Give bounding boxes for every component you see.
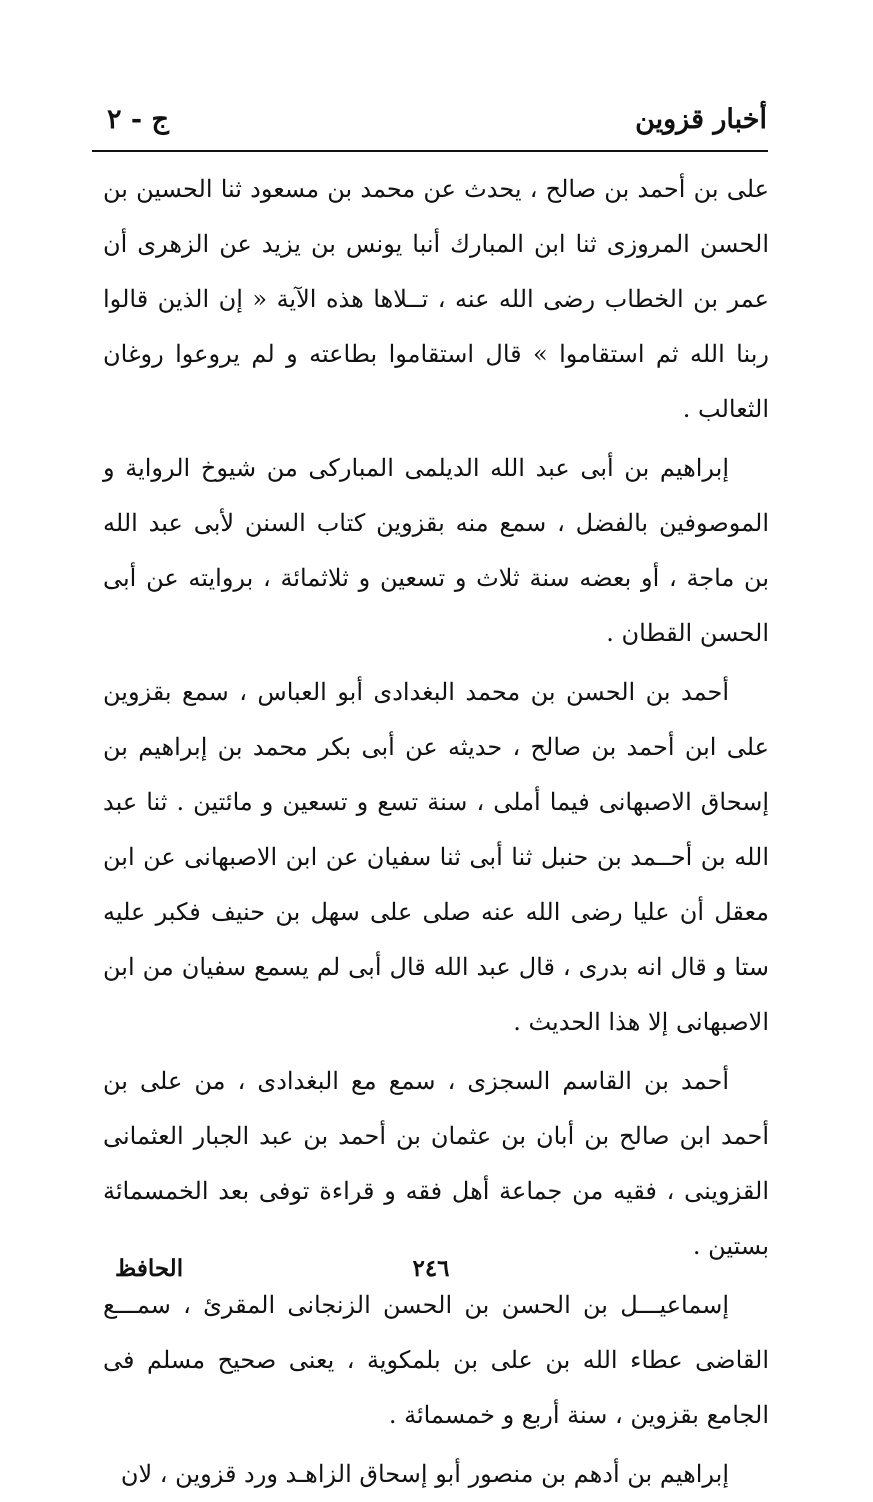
catchword: الحافظ [115,1255,184,1282]
paragraph: إبراهيم بن أدهم بن منصور أبو إسحاق الزاهـد ورد قزوين ، لان [120,1460,729,1488]
paragraph: إبراهيم بن أبى عبد الله الديلمى المباركى من شيوخ الرواية و الموصوفين بالفضل ، سمع منه بقزوين كتاب السنن لأبى عبد الله بن ماجة ، أو بعضه سنة ثلاث و تسعين و ثلاثمائة ، بروايته عن أبى الحسن القطان . [103,454,770,647]
main-text [103,162,769,1502]
paragraph: على بن أحمد بن صالح ، يحدث عن محمد بن مسعود ثنا الحسين بن الحسن المروزى ثنا ابن المبارك أنبا يونس بن يزيد عن الزهرى أن عمر بن الخطاب رضى الله عنه ، تــلاها هذه الآية « إن الذين قالوا ربنا الله ثم استقاموا » قال استقاموا بطاعته و لم يروعوا روغان الثعالب . [103,175,769,423]
running-header [95,98,767,148]
running-title: أخبار قزوين [635,104,767,135]
paragraph: أحمد بن القاسم السجزى ، سمع مع البغدادى ، من على بن أحمد ابن صالح بن أبان بن عثمان بن أحمد بن عبد الجبار العثمانى القزوينى ، فقيه من جماعة أهل فقه و قراءة توفى بعد الخمسمائة بستين . [103,1067,769,1260]
page-footer [95,1255,767,1295]
page-number: ٢٤٦ [412,1255,450,1282]
paragraph: أحمد بن الحسن بن محمد البغدادى أبو العباس ، سمع بقزوين على ابن أحمد بن صالح ، حديثه عن أبى بكر محمد بن إبراهيم بن إسحاق الاصبهانى فيما أملى ، سنة تسع و تسعين و مائتين . ثنا عبد الله بن أحــمد بن حنبل ثنا أبى ثنا سفيان عن ابن الاصبهانى عن ابن معقل أن عليا رضى الله عنه صلى على سهل بن حنيف فكبر عليه ستا و قال انه بدرى ، قال عبد الله قال أبى لم يسمع سفيان من ابن الاصبهانى إلا هذا الحديث . [103,678,770,1036]
header-rule [92,150,768,152]
volume-number: ج - ٢ [107,104,169,135]
paragraph: إسماعيـــل بن الحسن بن الحسن الزنجانى المقرئ ، سمـــع القاضى عطاء الله بن على بن بلمكوية ، يعنى صحيح مسلم فى الجامع بقزوين ، سنة أربع و خمسمائة . [103,1291,769,1429]
